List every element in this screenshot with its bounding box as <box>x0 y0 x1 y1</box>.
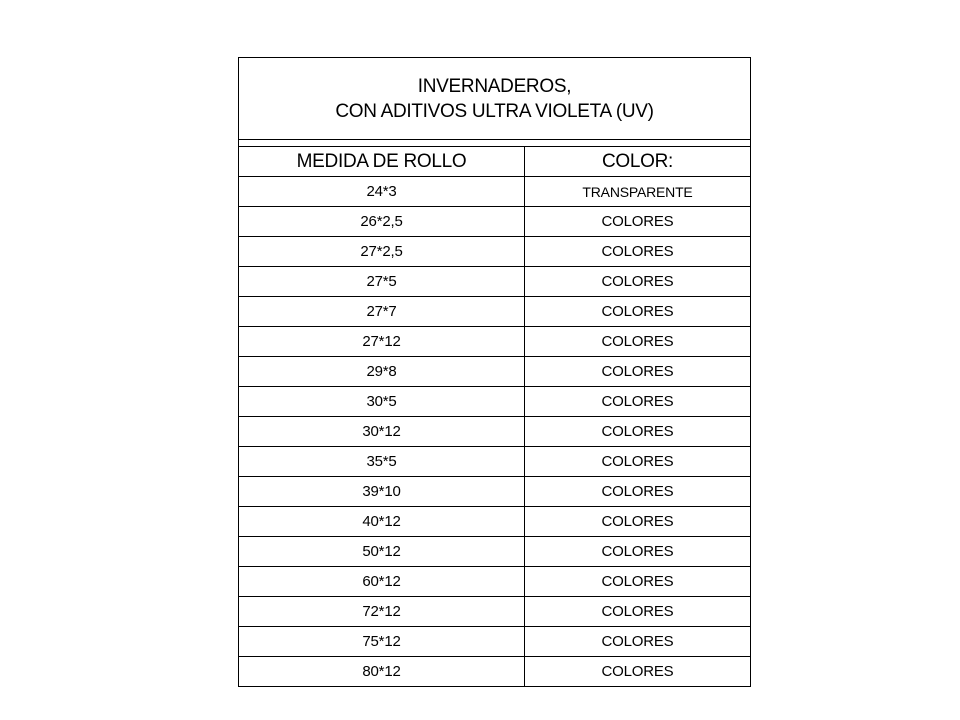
cell-medida: 72*12 <box>239 597 525 627</box>
cell-medida: 26*2,5 <box>239 207 525 237</box>
header-color: COLOR: <box>525 146 751 177</box>
table-row <box>239 177 751 207</box>
table-row <box>239 537 751 567</box>
table-title-line-1: INVERNADEROS, <box>417 75 572 97</box>
cell-medida: 27*2,5 <box>239 237 525 267</box>
header-medida-de-rollo: MEDIDA DE ROLLO <box>239 146 525 177</box>
cell-color: COLORES <box>525 567 751 597</box>
cell-medida: 30*5 <box>239 387 525 417</box>
cell-medida: 35*5 <box>239 447 525 477</box>
cell-medida: 27*7 <box>239 297 525 327</box>
table-row <box>239 327 751 357</box>
product-table <box>238 57 751 687</box>
cell-medida: 29*8 <box>239 357 525 387</box>
cell-medida: 24*3 <box>239 177 525 207</box>
table-title <box>239 58 751 140</box>
cell-medida: 60*12 <box>239 567 525 597</box>
table-header-row <box>239 146 751 177</box>
cell-medida: 40*12 <box>239 507 525 537</box>
cell-medida: 50*12 <box>239 537 525 567</box>
table-row <box>239 507 751 537</box>
cell-color: COLORES <box>525 327 751 357</box>
cell-color: COLORES <box>525 537 751 567</box>
table-row <box>239 207 751 237</box>
table-row <box>239 627 751 657</box>
cell-color: COLORES <box>525 477 751 507</box>
cell-medida: 27*12 <box>239 327 525 357</box>
table-row <box>239 357 751 387</box>
table-body <box>239 177 751 687</box>
table-row <box>239 387 751 417</box>
cell-color: COLORES <box>525 597 751 627</box>
table-title-line-2: CON ADITIVOS ULTRA VIOLETA (UV) <box>335 100 654 122</box>
cell-color: COLORES <box>525 297 751 327</box>
table-row <box>239 657 751 687</box>
cell-color: COLORES <box>525 207 751 237</box>
table-row <box>239 477 751 507</box>
table-row <box>239 567 751 597</box>
cell-color: COLORES <box>525 267 751 297</box>
cell-color: COLORES <box>525 447 751 477</box>
cell-color: COLORES <box>525 657 751 687</box>
cell-color: COLORES <box>525 387 751 417</box>
cell-medida: 39*10 <box>239 477 525 507</box>
cell-color: COLORES <box>525 357 751 387</box>
table-row <box>239 237 751 267</box>
cell-medida: 30*12 <box>239 417 525 447</box>
table-row <box>239 297 751 327</box>
table-row <box>239 267 751 297</box>
cell-medida: 27*5 <box>239 267 525 297</box>
cell-color: COLORES <box>525 507 751 537</box>
table-row <box>239 447 751 477</box>
cell-color: TRANSPARENTE <box>525 177 751 207</box>
cell-color: COLORES <box>525 237 751 267</box>
cell-medida: 75*12 <box>239 627 525 657</box>
table-row <box>239 597 751 627</box>
table-row <box>239 417 751 447</box>
cell-medida: 80*12 <box>239 657 525 687</box>
cell-color: COLORES <box>525 627 751 657</box>
cell-color: COLORES <box>525 417 751 447</box>
